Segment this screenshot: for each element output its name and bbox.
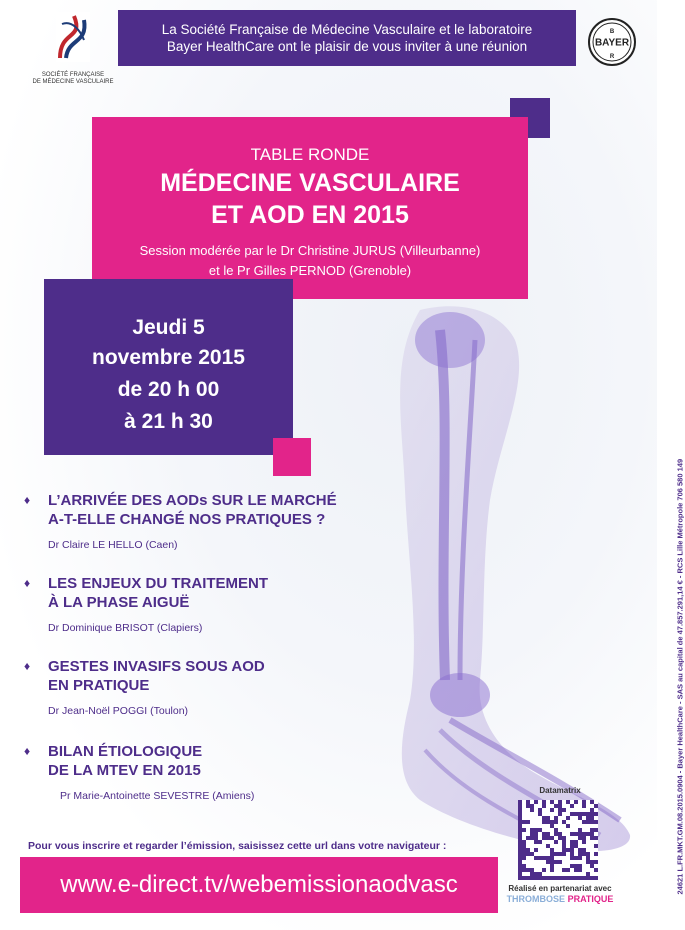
datamatrix-module [518,828,522,832]
datamatrix-module [574,800,578,804]
program-item [24,657,394,727]
datamatrix-module [534,836,538,840]
datamatrix-module [578,864,582,868]
datamatrix-module [530,832,534,836]
datamatrix-module [530,852,534,856]
datamatrix-module [578,836,582,840]
datamatrix-module [530,876,534,880]
datamatrix-module [590,816,594,820]
event-kind: TABLE RONDE [250,145,370,164]
datamatrix-module [562,820,566,824]
datamatrix-module [578,848,582,852]
datamatrix-module [518,800,522,804]
invitation-line1: La Société Française de Médecine Vasculaire et le laboratoire [161,22,533,37]
datamatrix-module [562,808,566,812]
datamatrix-module [526,804,530,808]
datamatrix-module [578,876,582,880]
datamatrix-module [530,868,534,872]
datamatrix-module [566,848,570,852]
datamatrix-module [530,836,534,840]
diamond-bullet-icon: ♦ [24,493,31,507]
diamond-bullet-icon: ♦ [24,576,31,590]
datamatrix-module [554,816,558,820]
datamatrix-module [570,852,574,856]
datamatrix-module [518,872,522,876]
org-name-line1: SOCIÉTÉ FRANÇAISE [41,72,105,78]
decorative-pink-square [273,438,311,476]
datamatrix-module [550,800,554,804]
datamatrix-module [586,872,590,876]
datamatrix-module [586,820,590,824]
datamatrix-module [570,832,574,836]
datamatrix-module [538,876,542,880]
datamatrix-module [590,864,594,868]
datamatrix-module [574,812,578,816]
datamatrix-module [590,800,594,804]
datamatrix-module [578,852,582,856]
datamatrix-module [570,840,574,844]
datamatrix-module [574,840,578,844]
datamatrix-module [566,824,570,828]
datamatrix-module [542,876,546,880]
sfmv-emblem-icon [54,10,92,64]
datamatrix-module [518,816,522,820]
time-start: de 20 h 00 [117,378,220,401]
datamatrix-module [558,876,562,880]
datamatrix-module [542,832,546,836]
event-title-line2: ET AOD EN 2015 [211,201,409,229]
bayer-logo-icon [587,17,637,67]
datamatrix-module [546,836,550,840]
datamatrix-module [526,852,530,856]
datamatrix-module [566,816,570,820]
datamatrix-module [594,852,598,856]
datamatrix-module [554,860,558,864]
date-month-year: novembre 2015 [92,346,245,369]
program-item-speaker: Pr Marie-Antoinette SEVESTRE (Amiens) [60,790,255,802]
datamatrix-module [550,856,554,860]
datamatrix-module [558,808,562,812]
datamatrix-code-icon [518,800,598,880]
datamatrix-module [546,876,550,880]
datamatrix-module [518,864,522,868]
datamatrix-module [526,876,530,880]
datamatrix-module [542,856,546,860]
svg-text:B: B [609,29,615,35]
datamatrix-module [518,876,522,880]
datamatrix-module [578,856,582,860]
diamond-bullet-icon: ♦ [24,659,31,673]
datamatrix-module [518,844,522,848]
datamatrix-module [538,840,542,844]
datamatrix-module [554,852,558,856]
datamatrix-module [530,872,534,876]
datamatrix-module [570,856,574,860]
datamatrix-module [570,876,574,880]
program-item-speaker: Dr Dominique BRISOT (Clapiers) [48,622,203,634]
datamatrix-module [526,836,530,840]
diamond-bullet-icon: ♦ [24,744,31,758]
datamatrix-module [594,804,598,808]
datamatrix-module [562,840,566,844]
datamatrix-module [582,820,586,824]
datamatrix-module [534,876,538,880]
datamatrix-module [518,824,522,828]
datamatrix-module [582,840,586,844]
datamatrix-module [582,848,586,852]
datamatrix-module [554,820,558,824]
datamatrix-module [522,840,526,844]
datamatrix-module [542,800,546,804]
datamatrix-module [534,872,538,876]
datamatrix-module [582,836,586,840]
datamatrix-module [550,864,554,868]
datamatrix-module [586,852,590,856]
datamatrix-module [554,832,558,836]
datamatrix-module [550,808,554,812]
event-date-box [44,279,293,455]
date-day: Jeudi 5 [132,316,205,339]
program-item [24,742,394,812]
datamatrix-module [530,804,534,808]
datamatrix-module [558,804,562,808]
datamatrix-module [590,812,594,816]
partner-line: Réalisé en partenariat avec [508,884,612,893]
datamatrix-module [558,852,562,856]
datamatrix-module [542,868,546,872]
datamatrix-module [562,868,566,872]
datamatrix-module [526,820,530,824]
moderation-line2: et le Pr Gilles PERNOD (Grenoble) [208,263,412,278]
datamatrix-module [566,800,570,804]
datamatrix-module [522,820,526,824]
datamatrix-module [582,832,586,836]
org-name-line2: DE MÉDECINE VASCULAIRE [32,79,114,85]
svg-text:BAYER: BAYER [594,37,630,49]
registration-url[interactable]: www.e-direct.tv/webemissionaodvasc [20,857,498,913]
datamatrix-module [534,840,538,844]
datamatrix-module [518,852,522,856]
datamatrix-module [518,812,522,816]
datamatrix-module [590,808,594,812]
datamatrix-module [546,860,550,864]
datamatrix-module [578,868,582,872]
datamatrix-module [518,856,522,860]
datamatrix-module [550,836,554,840]
datamatrix-module [566,876,570,880]
datamatrix-module [522,856,526,860]
datamatrix-module [534,856,538,860]
invitation-banner [118,10,576,66]
program-item-speaker: Dr Jean-Noël POGGI (Toulon) [48,705,189,717]
datamatrix-module [526,848,530,852]
datamatrix-module [590,860,594,864]
datamatrix-module [550,820,554,824]
datamatrix-module [538,808,542,812]
datamatrix-module [562,848,566,852]
datamatrix-module [562,836,566,840]
datamatrix-module [574,856,578,860]
datamatrix-module [562,876,566,880]
datamatrix-module [518,820,522,824]
datamatrix-module [558,832,562,836]
datamatrix-module [526,800,530,804]
datamatrix-module [538,856,542,860]
datamatrix-module [518,804,522,808]
datamatrix-module [554,804,558,808]
datamatrix-module [594,860,598,864]
program-item [24,491,394,561]
program-item-speaker: Dr Claire LE HELLO (Caen) [48,539,178,551]
datamatrix-module [578,832,582,836]
datamatrix-module [546,820,550,824]
datamatrix-module [558,860,562,864]
datamatrix-module [546,832,550,836]
datamatrix-module [550,848,554,852]
invitation-line2: Bayer HealthCare ont le plaisir de vous inviter à une réunion [166,39,528,54]
datamatrix-module [582,852,586,856]
datamatrix-module [522,844,526,848]
datamatrix-module [578,828,582,832]
datamatrix-module [574,864,578,868]
datamatrix-label: Datamatrix [539,786,581,795]
datamatrix-module [554,876,558,880]
program-item [24,574,394,644]
datamatrix-module [518,868,522,872]
datamatrix-module [574,876,578,880]
datamatrix-module [582,800,586,804]
datamatrix-module [550,860,554,864]
datamatrix-module [538,812,542,816]
datamatrix-module [582,876,586,880]
datamatrix-module [570,848,574,852]
datamatrix-module [574,868,578,872]
registration-instructions: Pour vous inscrire et regarder l’émission, saisissez cette url dans votre navigateur : [28,840,447,852]
datamatrix-module [534,832,538,836]
datamatrix-module [582,804,586,808]
datamatrix-module [586,876,590,880]
datamatrix-module [518,808,522,812]
time-end: à 21 h 30 [124,410,213,433]
datamatrix-module [594,812,598,816]
datamatrix-module [542,804,546,808]
svg-text:R: R [609,54,615,60]
datamatrix-module [590,876,594,880]
datamatrix-module [538,828,542,832]
datamatrix-module [558,800,562,804]
datamatrix-module [518,848,522,852]
datamatrix-module [590,836,594,840]
datamatrix-module [522,828,526,832]
datamatrix-module [594,868,598,872]
datamatrix-module [594,820,598,824]
datamatrix-module [590,820,594,824]
datamatrix-module [546,844,550,848]
datamatrix-module [586,860,590,864]
sfmv-logo [28,10,118,90]
datamatrix-module [526,868,530,872]
datamatrix-module [534,800,538,804]
datamatrix-module [542,816,546,820]
datamatrix-module [518,860,522,864]
datamatrix-module [542,836,546,840]
partner-brand [500,894,620,904]
datamatrix-module [594,844,598,848]
datamatrix-module [550,852,554,856]
datamatrix-module [594,828,598,832]
legal-notice: 24621 L.FR.MKT.GM.08.2015.0904 - Bayer HealthCare - SAS au capital de 47.857.291,14 € - RCS Lille Métropole 706 580 149 [675,458,685,895]
datamatrix-module [538,872,542,876]
datamatrix-module [570,804,574,808]
datamatrix-module [594,876,598,880]
program-item-title: LES ENJEUX DU TRAITEMENT À LA PHASE AIGUË [48,575,269,611]
event-title-line1: MÉDECINE VASCULAIRE [160,169,460,197]
datamatrix-module [518,840,522,844]
datamatrix-module [550,876,554,880]
datamatrix-module [546,816,550,820]
datamatrix-module [586,812,590,816]
datamatrix-module [522,876,526,880]
partner-brand-b: PRATIQUE [567,894,614,904]
datamatrix-module [530,828,534,832]
datamatrix-module [594,836,598,840]
datamatrix-module [562,844,566,848]
datamatrix-module [590,832,594,836]
datamatrix-module [566,868,570,872]
datamatrix-module [522,864,526,868]
datamatrix-module [586,832,590,836]
partner-brand-a: THROMBOSE [506,894,566,904]
datamatrix-module [586,816,590,820]
datamatrix-module [570,812,574,816]
program-item-title: L’ARRIVÉE DES AODs SUR LE MARCHÉ A-T-ELLE CHANGÉ NOS PRATIQUES ? [48,492,337,528]
datamatrix-module [570,844,574,848]
datamatrix-module [574,844,578,848]
datamatrix-module [590,828,594,832]
datamatrix-module [582,812,586,816]
datamatrix-module [554,840,558,844]
datamatrix-module [558,812,562,816]
datamatrix-module [570,864,574,868]
datamatrix-module [550,868,554,872]
datamatrix-module [554,828,558,832]
datamatrix-module [518,836,522,840]
datamatrix-module [530,808,534,812]
datamatrix-module [534,848,538,852]
moderation-line1: Session modérée par le Dr Christine JURUS (Villeurbanne) [139,243,481,258]
event-title-box [92,117,528,299]
datamatrix-module [578,812,582,816]
datamatrix-module [522,848,526,852]
datamatrix-module [550,824,554,828]
datamatrix-module [518,832,522,836]
datamatrix-module [546,856,550,860]
datamatrix-module [574,832,578,836]
program-item-title: GESTES INVASIFS SOUS AOD EN PRATIQUE [48,658,265,694]
datamatrix-module [522,852,526,856]
datamatrix-module [542,820,546,824]
datamatrix-module [586,856,590,860]
datamatrix-module [558,836,562,840]
datamatrix-module [534,828,538,832]
datamatrix-module [522,868,526,872]
program-item-title: BILAN ÉTIOLOGIQUE DE LA MTEV EN 2015 [48,743,203,779]
datamatrix-module [562,852,566,856]
datamatrix-module [578,816,582,820]
